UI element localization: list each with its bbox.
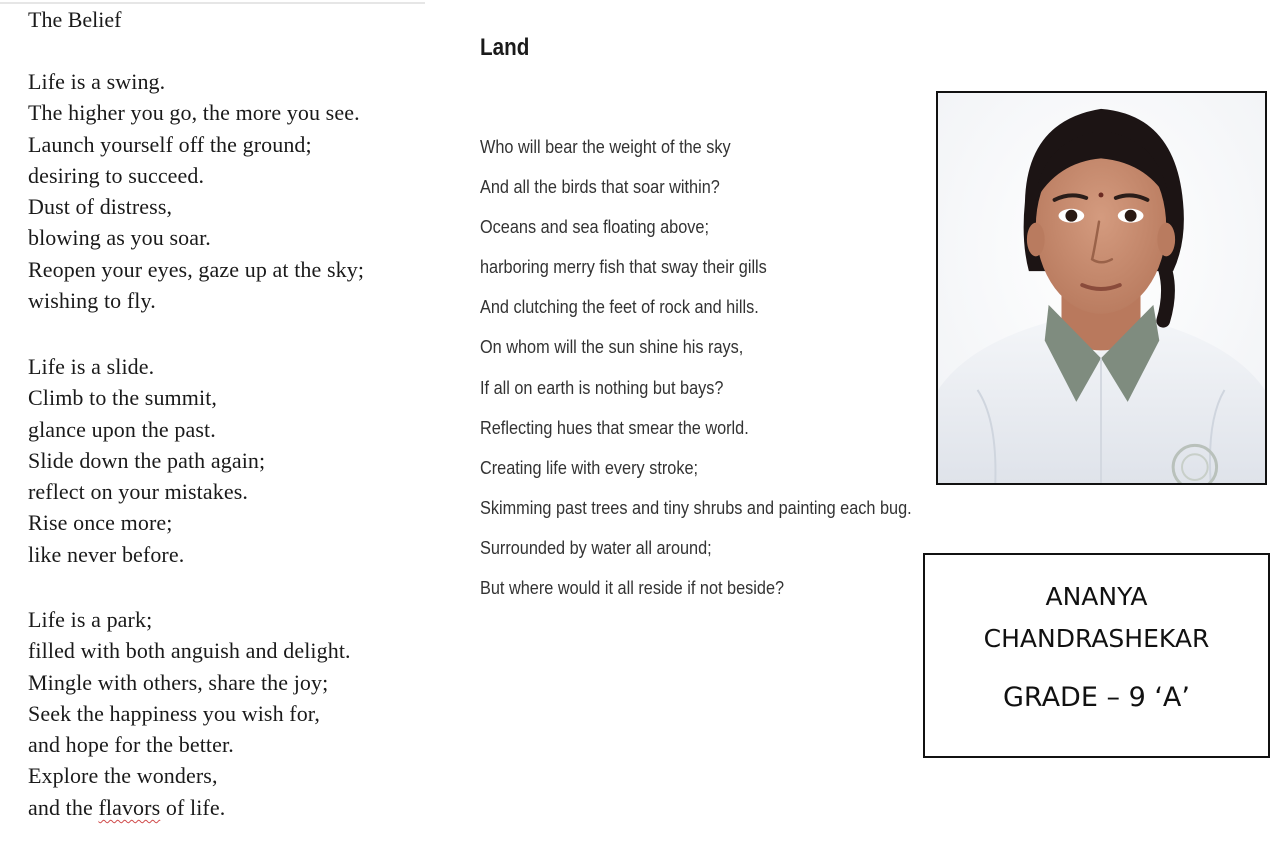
poem-line: And clutching the feet of rock and hills. [480, 296, 759, 318]
author-portrait-illustration [938, 93, 1265, 483]
author-first-name: ANANYA [1045, 582, 1148, 611]
poem-line: Rise once more; [28, 510, 173, 536]
poem-line: Reopen your eyes, gaze up at the sky; [28, 256, 365, 282]
author-grade: GRADE – 9 ‘A’ [1003, 682, 1190, 713]
poem-line: like never before. [28, 541, 185, 567]
poem-line: wishing to fly. [28, 288, 156, 314]
poem-line: desiring to succeed. [28, 162, 205, 188]
poem-line: blowing as you soar. [28, 225, 211, 251]
poem-line: The higher you go, the more you see. [28, 100, 360, 126]
stanza-1 [28, 66, 364, 316]
poem-line: Slide down the path again; [28, 447, 266, 473]
top-divider [0, 2, 425, 4]
poem-line: If all on earth is nothing but bays? [480, 376, 724, 398]
poem-line: Dust of distress, [28, 194, 173, 220]
land-lines [480, 127, 971, 608]
poem-title-belief: The Belief [28, 7, 122, 32]
poem-line: Explore the wonders, [28, 763, 218, 789]
poem-line: Life is a park; [28, 607, 153, 632]
author-photo [936, 91, 1267, 485]
poem-line: reflect on your mistakes. [28, 479, 248, 505]
poem-line: Seek the happiness you wish for, [28, 700, 320, 726]
last-line-prefix: and the [28, 794, 99, 820]
author-name-box [923, 553, 1270, 758]
poem-line: But where would it all reside if not beside? [480, 577, 785, 599]
stanza-3 [28, 604, 351, 823]
poem-line: Surrounded by water all around; [480, 536, 712, 558]
poem-line: Who will bear the weight of the sky [480, 136, 731, 157]
poem-line: filled with both anguish and delight. [28, 638, 351, 664]
poem-line: glance upon the past. [28, 416, 216, 442]
stanza-2 [28, 351, 265, 570]
poem-line: and hope for the better. [28, 732, 234, 758]
poem-line: harboring merry fish that sway their gills [480, 256, 767, 278]
poem-line: Skimming past trees and tiny shrubs and painting each bug. [480, 496, 912, 518]
poem-line: Reflecting hues that smear the world. [480, 416, 749, 438]
poem-last-line [28, 792, 351, 823]
poem-line: Mingle with others, share the joy; [28, 669, 329, 695]
poem-line: On whom will the sun shine his rays, [480, 336, 744, 358]
poem-line: Oceans and sea floating above; [480, 216, 709, 238]
poem-line: Life is a slide. [28, 354, 155, 379]
spellcheck-marked-word: flavors [98, 794, 161, 820]
poem-line: Launch yourself off the ground; [28, 131, 312, 157]
author-last-name: CHANDRASHEKAR [983, 624, 1210, 653]
last-line-suffix: of life. [160, 794, 226, 820]
poem-line: Creating life with every stroke; [480, 456, 699, 478]
poem-line: And all the birds that soar within? [480, 176, 720, 198]
poem-line: Life is a swing. [28, 69, 166, 94]
poem-title-land: Land [480, 34, 530, 61]
poem-line: Climb to the summit, [28, 385, 218, 411]
